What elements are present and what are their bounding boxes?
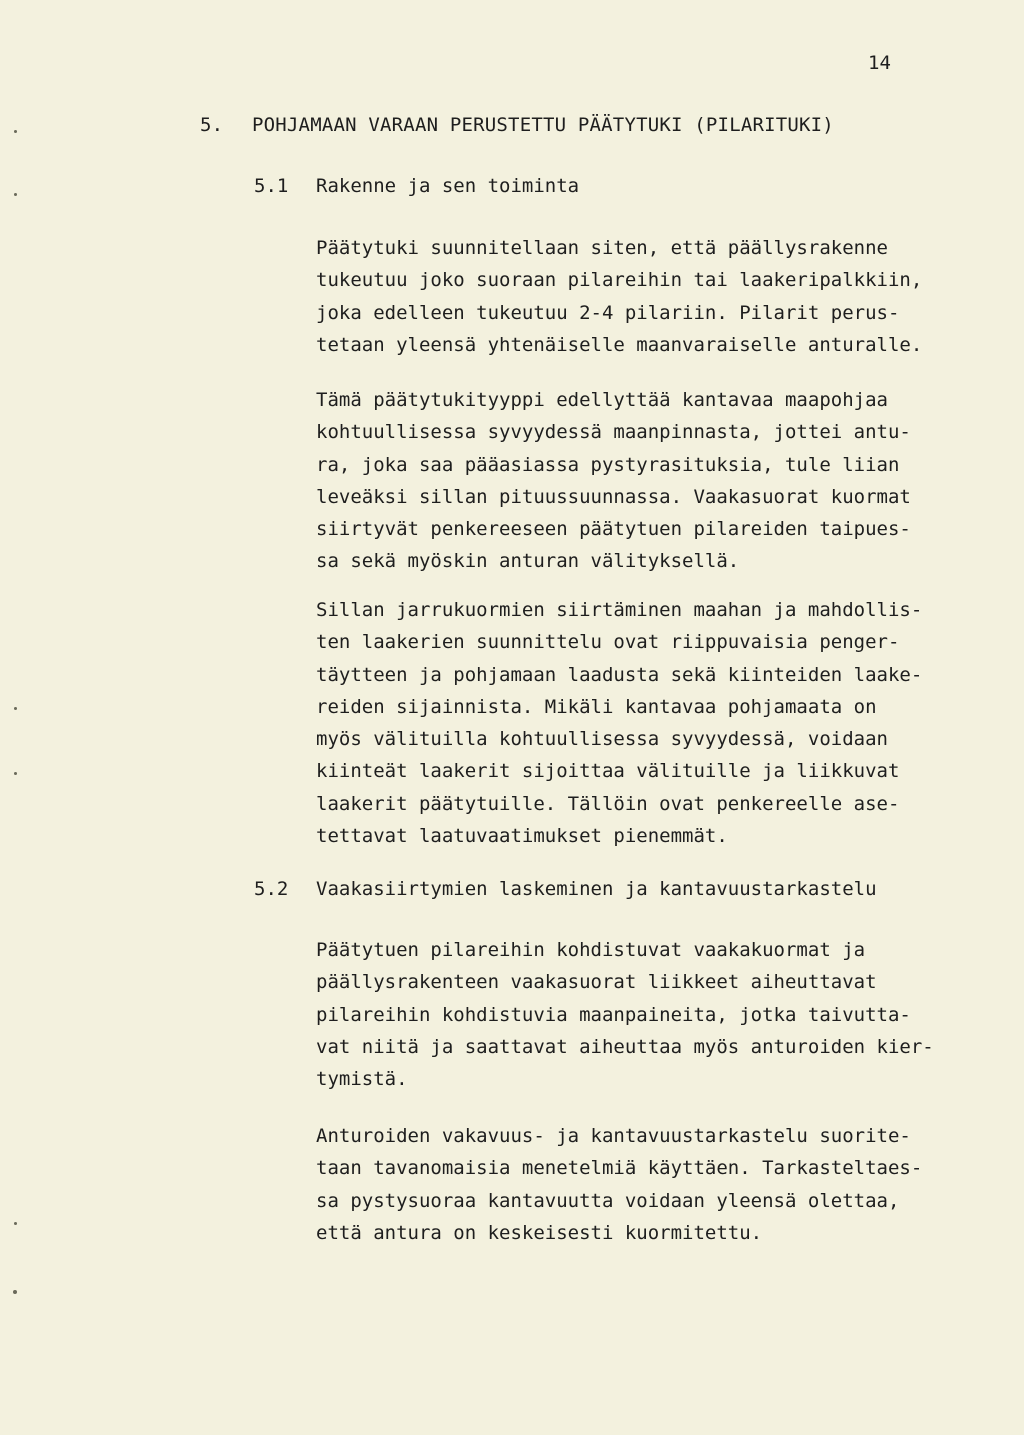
text-line: sa pystysuoraa kantavuutta voidaan yleensä olettaa, bbox=[316, 1189, 900, 1212]
text-line: kiinteät laakerit sijoittaa välituille ja liikkuvat bbox=[316, 760, 900, 783]
text-line: Päätytuen pilareihin kohdistuvat vaakakuormat ja bbox=[316, 939, 866, 961]
text-line: tymistä. bbox=[316, 1068, 408, 1091]
scan-speck bbox=[13, 1290, 17, 1294]
subsection-title: Rakenne ja sen toiminta bbox=[316, 175, 580, 197]
subsection-heading-5-1 bbox=[254, 175, 579, 197]
section-number: 5. bbox=[200, 114, 224, 136]
scan-speck bbox=[14, 1222, 17, 1225]
section-title: POHJAMAAN VARAAN PERUSTETTU PÄÄTYTUKI (PILARITUKI) bbox=[252, 114, 834, 136]
page-number: 14 bbox=[868, 52, 891, 74]
text-line: myös välituilla kohtuullisessa syvyydessä, voidaan bbox=[316, 728, 888, 751]
text-line: ten laakerien suunnittelu ovat riippuvaisia penger- bbox=[316, 631, 900, 654]
scan-speck bbox=[14, 707, 17, 710]
text-line: laakerit päätytuille. Tällöin ovat penkereelle ase- bbox=[316, 792, 900, 815]
text-line: tukeutuu joko suoraan pilareihin tai laakeripalkkiin, bbox=[316, 269, 923, 292]
paragraph bbox=[316, 594, 1006, 852]
text-line: päällysrakenteen vaakasuorat liikkeet aiheuttavat bbox=[316, 971, 877, 994]
text-line: taan tavanomaisia menetelmiä käyttäen. Tarkasteltaes- bbox=[316, 1157, 923, 1180]
subsection-number: 5.1 bbox=[254, 175, 289, 197]
text-line: sa sekä myöskin anturan välityksellä. bbox=[316, 550, 740, 573]
paragraph bbox=[316, 384, 1006, 578]
section-heading bbox=[200, 114, 834, 136]
text-line: Tämä päätytukityyppi edellyttää kantavaa maapohjaa bbox=[316, 389, 888, 411]
text-line: joka edelleen tukeutuu 2-4 pilariin. Pilarit perus- bbox=[316, 301, 900, 324]
text-line: tettavat laatuvaatimukset pienemmät. bbox=[316, 825, 728, 848]
subsection-number: 5.2 bbox=[254, 878, 289, 900]
text-line: kohtuullisessa syvyydessä maanpinnasta, jottei antu- bbox=[316, 421, 911, 444]
text-line: vat niitä ja saattavat aiheuttaa myös anturoiden kier- bbox=[316, 1035, 934, 1058]
text-line: että antura on keskeisesti kuormitettu. bbox=[316, 1221, 763, 1244]
text-line: siirtyvät penkereeseen päätytuen pilareiden taipues- bbox=[316, 518, 911, 541]
text-line: ra, joka saa pääasiassa pystyrasituksia, tule liian bbox=[316, 453, 900, 476]
subsection-heading-5-2 bbox=[254, 878, 877, 900]
scan-speck bbox=[14, 772, 17, 775]
scan-speck bbox=[14, 193, 17, 196]
text-line: Päätytuki suunnitellaan siten, että päällysrakenne bbox=[316, 237, 888, 259]
text-line: tetaan yleensä yhtenäiselle maanvaraiselle anturalle. bbox=[316, 333, 923, 356]
paragraph bbox=[316, 232, 1006, 361]
scan-speck bbox=[14, 130, 17, 133]
text-line: leveäksi sillan pituussuunnassa. Vaakasuorat kuormat bbox=[316, 485, 911, 508]
text-line: pilareihin kohdistuvia maanpaineita, jotka taivutta- bbox=[316, 1003, 911, 1026]
text-line: täytteen ja pohjamaan laadusta sekä kiinteiden laake- bbox=[316, 663, 923, 686]
text-line: Sillan jarrukuormien siirtäminen maahan ja mahdollis- bbox=[316, 599, 923, 621]
paragraph bbox=[316, 1120, 1006, 1249]
text-line: Anturoiden vakavuus- ja kantavuustarkastelu suorite- bbox=[316, 1125, 911, 1147]
text-line: reiden sijainnista. Mikäli kantavaa pohjamaata on bbox=[316, 695, 877, 718]
subsection-title: Vaakasiirtymien laskeminen ja kantavuustarkastelu bbox=[316, 878, 877, 900]
paragraph bbox=[316, 934, 1006, 1095]
